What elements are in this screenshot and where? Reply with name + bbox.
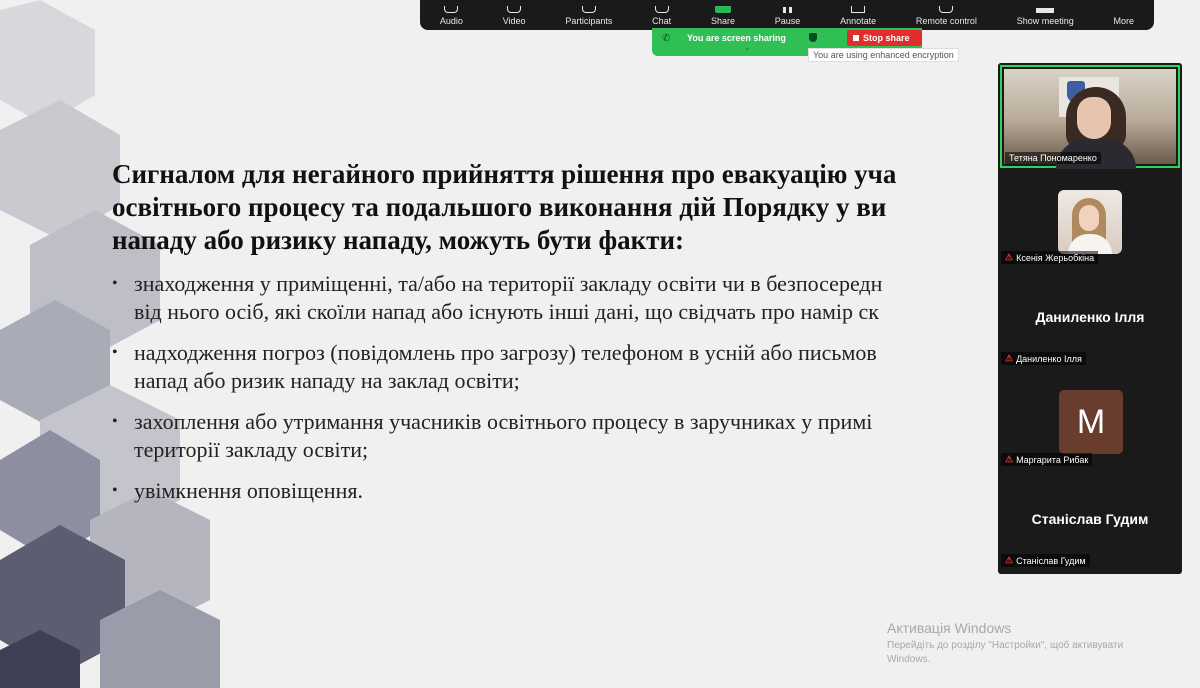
avatar: [1058, 190, 1122, 254]
participant-name-tag: [1001, 251, 1098, 264]
participant-name: Станіслав Гудим: [1016, 555, 1086, 566]
chat-label: Chat: [652, 16, 672, 26]
bullet-line: від нього осіб, які скоїли напад або існують інші дані, що свідчать про намір ск: [134, 299, 879, 324]
annotate-label: Annotate: [840, 16, 877, 26]
stop-share-button[interactable]: [847, 30, 922, 46]
participant-name: Ксенія Жерьобкіна: [1016, 252, 1095, 263]
participants-panel: [998, 63, 1182, 574]
participant-name: Тетяна Пономаренко: [1009, 153, 1097, 163]
video-button[interactable]: [503, 6, 526, 30]
more-icon: [1118, 10, 1130, 13]
pause-button[interactable]: [775, 7, 801, 30]
chat-icon: [655, 6, 669, 13]
participant-tile[interactable]: [998, 267, 1182, 367]
muted-mic-icon: ⚠: [1005, 555, 1014, 565]
sharing-status: You are screen sharing: [687, 33, 786, 43]
participant-name-tag: [1005, 152, 1101, 164]
annotate-button[interactable]: [840, 6, 876, 30]
heading-line: нападу або ризику нападу, можуть бути факти:: [112, 225, 684, 255]
meeting-toolbar: [420, 0, 1154, 30]
annotate-icon: [851, 6, 865, 13]
bullet-list: [112, 270, 1002, 518]
pause-icon: [783, 7, 792, 13]
chevron-down-icon[interactable]: ⌄: [744, 43, 751, 52]
remote-control-icon: [939, 6, 953, 13]
bullet-item: [112, 408, 1002, 464]
more-button[interactable]: [1114, 10, 1135, 30]
heading-line: освітнього процесу та подальшого виконання дій Порядку у ви: [112, 192, 887, 222]
participant-tile[interactable]: [1000, 65, 1180, 168]
participant-display-name: Даниленко Ілля: [1035, 309, 1145, 325]
bullet-line: • знаходження у приміщенні, та/або на території закладу освіти чи в безпосередн: [134, 271, 883, 296]
muted-mic-icon: ⚠: [1005, 353, 1014, 363]
bullet-line: напад або ризик нападу на заклад освіти;: [134, 368, 520, 393]
watermark-subtitle: Перейдіть до розділу "Настройки", щоб активувати Windows.: [887, 640, 1124, 665]
participants-icon: [582, 6, 596, 13]
share-button[interactable]: [711, 6, 735, 30]
shield-icon[interactable]: [809, 33, 817, 42]
watermark-title: Активація Windows: [887, 620, 1012, 636]
more-label: More: [1113, 16, 1135, 26]
camera-icon: [507, 6, 521, 13]
windows-activation-watermark: [887, 620, 1167, 667]
bullet-line: • захоплення або утримання учасників освітнього процесу в заручниках у примі: [134, 409, 873, 434]
bullet-item: [112, 477, 1002, 505]
share-label: Share: [710, 16, 735, 26]
participant-name-tag: [1001, 554, 1090, 567]
participant-name: Даниленко Ілля: [1016, 353, 1082, 364]
audio-button[interactable]: [440, 6, 463, 30]
participants-button[interactable]: [565, 6, 612, 30]
share-screen-icon: [715, 6, 731, 13]
stop-icon: [853, 35, 859, 41]
participant-name-tag: [1001, 453, 1092, 466]
pause-label: Pause: [774, 16, 801, 26]
muted-mic-icon: ⚠: [1005, 454, 1014, 464]
show-meeting-icon: [1036, 8, 1054, 13]
show-meeting-button[interactable]: [1017, 8, 1074, 30]
encryption-tooltip: You are using enhanced encryption: [808, 48, 959, 62]
participant-tile[interactable]: [998, 469, 1182, 569]
heading-line: Сигналом для негайного прийняття рішення про евакуацію уча: [112, 159, 897, 189]
show-meeting-label: Show meeting: [1016, 16, 1074, 26]
remote-control-button[interactable]: [916, 6, 977, 30]
bullet-line: території закладу освіти;: [134, 437, 369, 462]
video-label: Video: [502, 16, 526, 26]
participant-tile[interactable]: [998, 368, 1182, 468]
participant-video: [1004, 69, 1176, 164]
bullet-item: [112, 339, 1002, 395]
microphone-icon: [444, 6, 458, 13]
bullet-line: • надходження погроз (повідомлень про загрозу) телефоном в усній або письмов: [134, 340, 877, 365]
stop-share-label: Stop share: [863, 33, 910, 43]
bullet-item: [112, 270, 1002, 326]
participant-name: Маргарита Рибак: [1016, 454, 1089, 465]
participants-label: Participants: [565, 16, 613, 26]
participant-name-tag: [1001, 352, 1086, 365]
muted-mic-icon: ⚠: [1005, 252, 1014, 262]
audio-label: Audio: [439, 16, 463, 26]
chat-button[interactable]: [652, 6, 671, 30]
remote-control-label: Remote control: [915, 16, 977, 26]
participant-display-name: Станіслав Гудим: [1031, 511, 1149, 527]
avatar: M: [1059, 390, 1123, 454]
slide-heading: [112, 158, 1012, 257]
bullet-line: • увімкнення оповіщення.: [134, 478, 363, 503]
phone-icon: ✆: [662, 33, 671, 44]
participant-tile[interactable]: [998, 166, 1182, 266]
